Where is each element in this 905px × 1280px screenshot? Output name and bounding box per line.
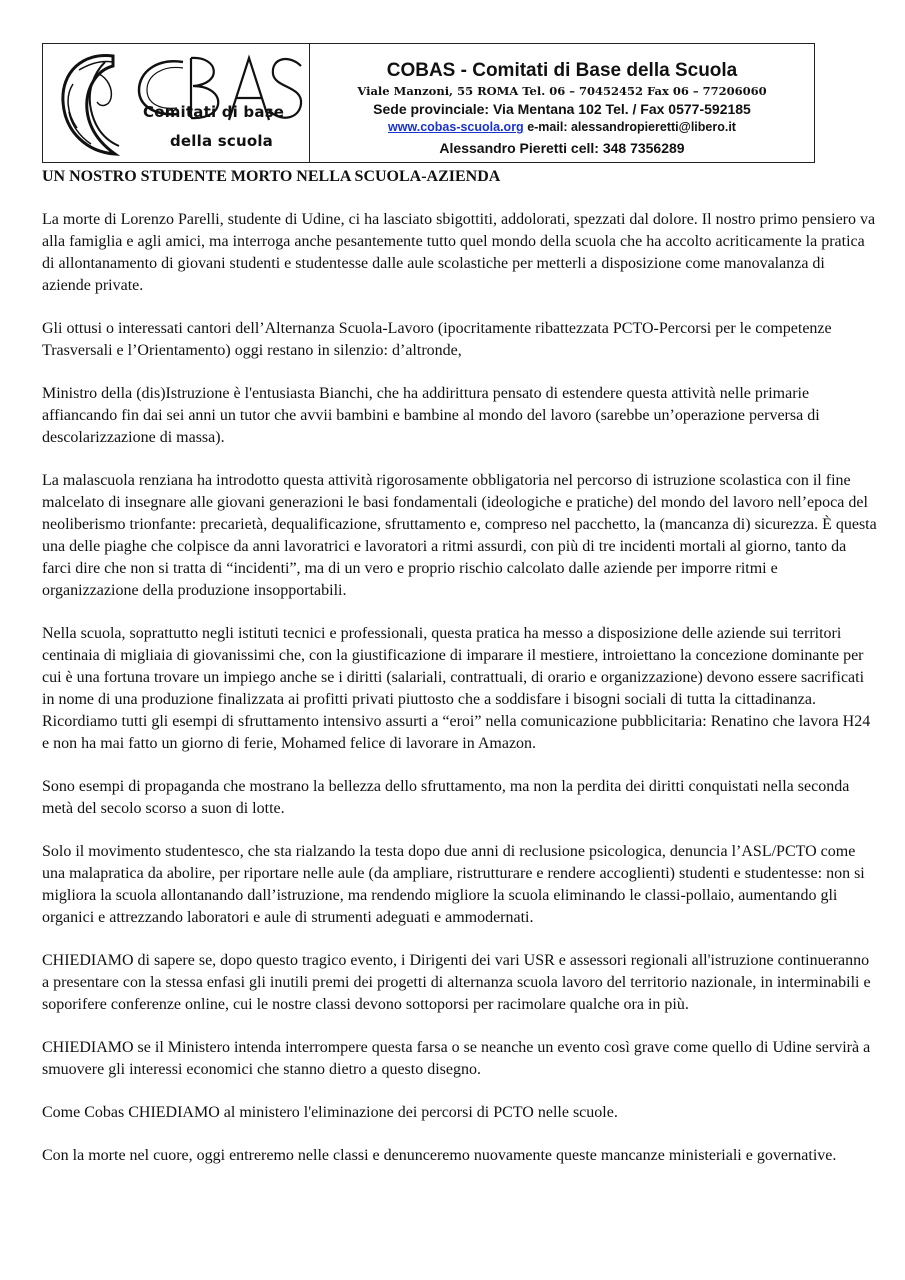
email-text: e-mail: alessandropieretti@libero.it xyxy=(527,120,736,134)
paragraph: La morte di Lorenzo Parelli, studente di Udine, ci ha lasciato sbigottiti, addolorati, spezzati dal dolore. Il nostro primo pensiero va alla famiglia e agli amici, ma interroga anche pesantemente tutto quel mondo della scuola che ha accolto acriticamente la pratica di allontanamento di giovani studenti e studentesse dalle aule scolastiche per metterli a disposizione come manovalanza di aziende private. xyxy=(42,211,876,294)
paragraph: Solo il movimento studentesco, che sta rialzando la testa dopo due anni di reclusione psicologica, denuncia l’ASL/PCTO come una malapratica da abolire, per riportare nelle aule (da ampliare, ristrutturare e rendere accoglienti) studenti e studentesse: non si migliora la scuola allontanando dall’istruzione, ma rendendo migliore la scuola eliminando le classi-pollaio, aumentando gli organici e attrezzando laboratori e aule di strumenti adeguati e ammodernati. xyxy=(42,843,865,926)
letterhead xyxy=(42,43,815,163)
paragraph: Sono esempi di propaganda che mostrano la bellezza dello sfruttamento, ma non la perdita dei diritti conquistati nella seconda metà del secolo scorso a suon di lotte. xyxy=(42,778,850,817)
paragraph: Gli ottusi o interessati cantori dell’Alternanza Scuola-Lavoro (ipocritamente ribattezzata PCTO-Percorsi per le competenze Trasversali e l’Orientamento) oggi restano in silenzio: d’altronde, xyxy=(42,320,832,359)
org-info xyxy=(310,44,814,162)
org-address: Viale Manzoni, 55 ROMA Tel. 06 – 70452452 Fax 06 – 77206060 xyxy=(357,84,767,98)
org-web-email xyxy=(388,118,736,136)
paragraph: Come Cobas CHIEDIAMO al ministero l'eliminazione dei percorsi di PCTO nelle scuole. xyxy=(42,1104,618,1121)
paragraph: Nella scuola, soprattutto negli istituti tecnici e professionali, questa pratica ha messo a disposizione delle aziende sui territori centinaia di migliaia di giovanissimi che, con la giustificazione di imparare il mestiere, introiettano la concezione dominante per cui è una fortuna trovare un impiego anche se i diritti (salariali, contrattuali, di orario e organizzazione) devono essere sacrificati in nome di una produzione finalizzata ai profitti privati piuttosto che a soddisfare i bisogni sociali di tutta la cittadinanza. Ricordiamo tutti gli esempi di sfruttamento intensivo assurti a “eroi” nella comunicazione pubblicitaria: Renatino che lavora H24 e non ha mai fatto un giorno di ferie, Mohamed felice di lavorare in Amazon. xyxy=(42,625,871,752)
paragraph: CHIEDIAMO se il Ministero intenda interrompere questa farsa o se neanche un evento così grave come quello di Udine servirà a smuovere gli interessi economici che stanno dietro a questo disegno. xyxy=(42,1039,871,1078)
logo-tagline-1: Comitati di base xyxy=(143,103,285,121)
paragraph: CHIEDIAMO di sapere se, dopo questo tragico evento, i Dirigenti dei vari USR e assessori regionali all'istruzione continueranno a presentare con la stessa enfasi gli inutili premi dei progetti di alternanza scuola lavoro del territorio nazionale, in interminabili e soporifere conferenze online, cui le nostre classi devono sottoporsi per racimolare qualche ora in più. xyxy=(42,952,871,1013)
paragraph: Con la morte nel cuore, oggi entreremo nelle classi e denunceremo nuovamente queste mancanze ministeriali e governative. xyxy=(42,1147,837,1164)
paragraph: Ministro della (dis)Istruzione è l'entusiasta Bianchi, che ha addirittura pensato di estendere questa attività nelle primarie affiancando fin dai sei anni un tutor che avvii bambini e bambine al mondo del lavoro (sarebbe un’operazione perversa di descolarizzazione di massa). xyxy=(42,385,820,446)
website-link[interactable]: www.cobas-scuola.org xyxy=(388,120,524,134)
logo-tagline-2: della scuola xyxy=(170,132,274,150)
org-sede: Sede provinciale: Via Mentana 102 Tel. / Fax 0577-592185 xyxy=(373,101,751,117)
article xyxy=(42,166,877,1167)
org-contact: Alessandro Pieretti cell: 348 7356289 xyxy=(439,140,685,156)
paragraph: La malascuola renziana ha introdotto questa attività rigorosamente obbligatoria nel percorso di istruzione scolastica con il fine malcelato di insegnare alle giovani generazioni le basi fondamentali (ideologiche e pratiche) del mondo del lavoro nell’epoca del neoliberismo trionfante: precarietà, dequalificazione, sfruttamento e, compreso nel pacchetto, la (mancanza di) sicurezza. È questa una delle piaghe che colpisce da anni lavoratrici e lavoratori a ritmi assurdi, con più di tre incidenti mortali al giorno, tanto da farci dire che non si tratta di “incidenti”, ma di un vero e proprio rischio calcolato dalle aziende per imporre ritmi e organizzazione della produzione insopportabili. xyxy=(42,472,877,599)
org-name: COBAS - Comitati di Base della Scuola xyxy=(386,60,738,81)
cobas-logo xyxy=(43,44,310,162)
article-title: UN NOSTRO STUDENTE MORTO NELLA SCUOLA-AZIENDA xyxy=(42,168,501,185)
